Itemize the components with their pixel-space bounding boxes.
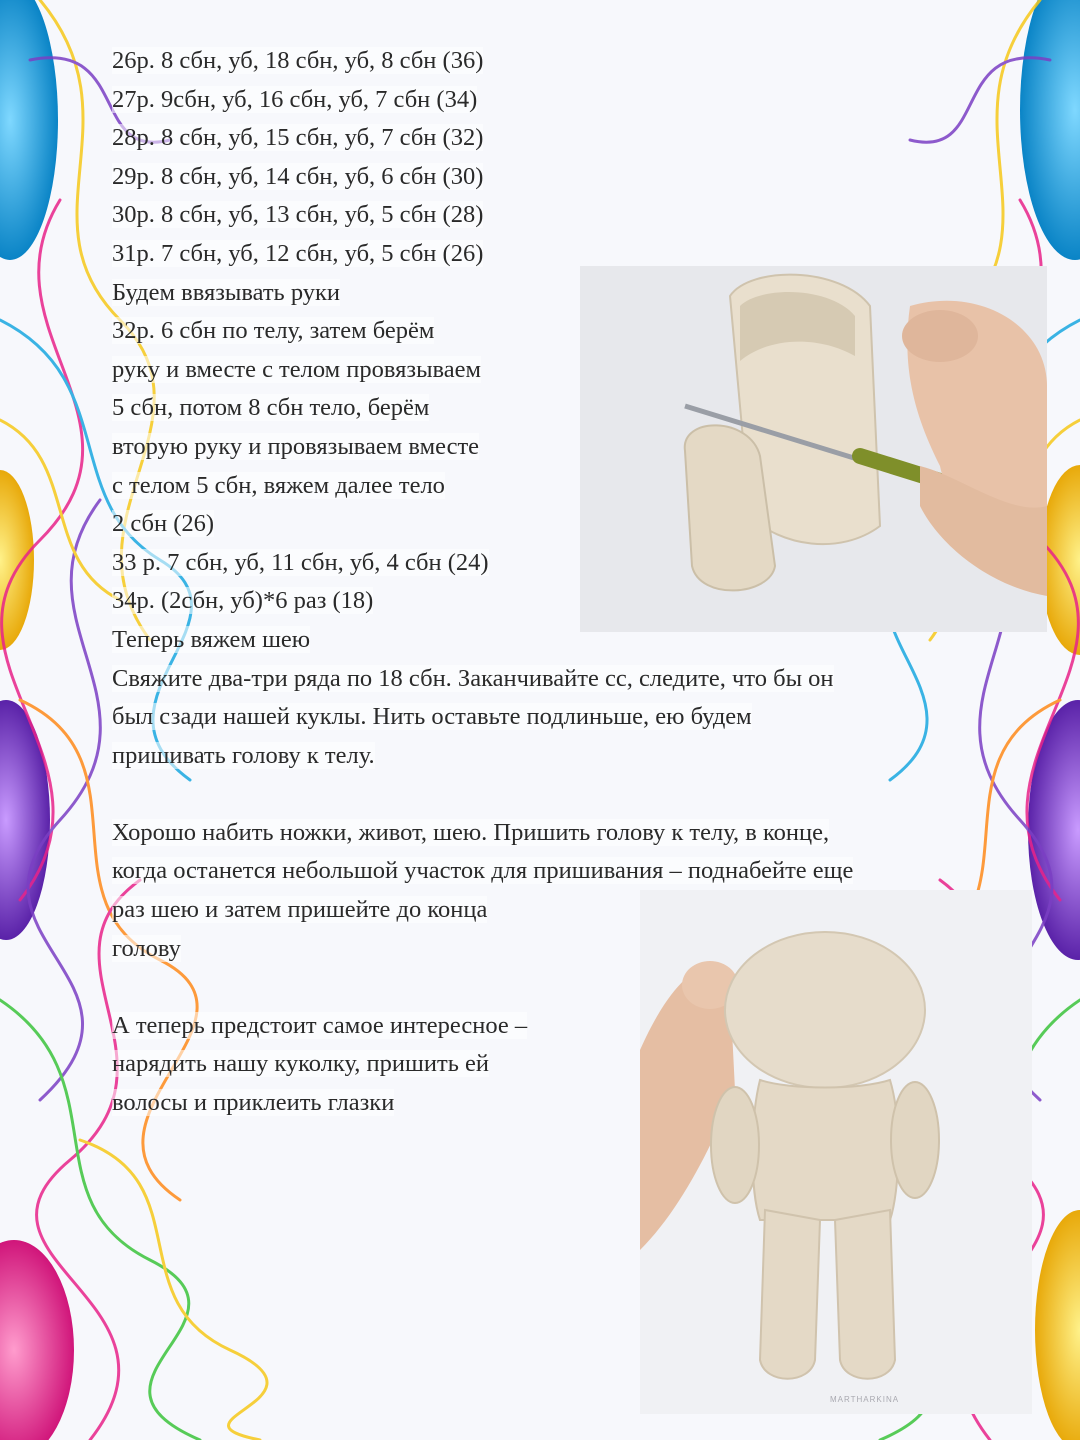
text-line: 2 сбн (26) xyxy=(112,510,215,538)
text-line: волосы и приклеить глазки xyxy=(112,1089,395,1117)
text-line: нарядить нашу куколку, пришить ей xyxy=(112,1050,489,1078)
text-line: вторую руку и провязываем вместе xyxy=(112,432,480,460)
photo-finished-doll xyxy=(640,890,1032,1414)
paragraph-gap xyxy=(112,775,1012,814)
text-line: 33 р. 7 сбн, уб, 11 сбн, уб, 4 сбн (24) xyxy=(112,548,489,576)
text-line: был сзади нашей куклы. Нить оставьте подлиньше, ею будем xyxy=(112,703,752,731)
text-line: 29р. 8 сбн, уб, 14 сбн, уб, 6 сбн (30) xyxy=(112,162,484,190)
watermark: MARTHARKINA xyxy=(830,1395,900,1404)
text-line: 31р. 7 сбн, уб, 12 сбн, уб, 5 сбн (26) xyxy=(112,239,484,267)
text-line: 5 сбн, потом 8 сбн тело, берём xyxy=(112,394,430,422)
text-line: раз шею и затем пришейте до конца xyxy=(112,896,488,924)
text-line: 26р. 8 сбн, уб, 18 сбн, уб, 8 сбн (36) xyxy=(112,47,484,74)
text-line: с телом 5 сбн, вяжем далее тело xyxy=(112,471,445,499)
text-line: 28р. 8 сбн, уб, 15 сбн, уб, 7 сбн (32) xyxy=(112,124,484,152)
text-line: А теперь предстоит самое интересное – xyxy=(112,1011,528,1039)
text-line: 34р. (2сбн, уб)*6 раз (18) xyxy=(112,587,374,615)
text-line: руку и вместе с телом провязываем xyxy=(112,355,482,383)
text-line: 32р. 6 сбн по телу, затем берём xyxy=(112,317,435,345)
text-line: Будем ввязывать руки xyxy=(112,278,341,306)
text-line: 30р. 8 сбн, уб, 13 сбн, уб, 5 сбн (28) xyxy=(112,201,484,229)
text-line: когда останется небольшой участок для пришивания – поднабейте еще xyxy=(112,857,854,885)
text-line: голову xyxy=(112,934,181,962)
text-line: Теперь вяжем шею xyxy=(112,625,311,653)
text-line: Хорошо набить ножки, живот, шею. Пришить голову к телу, в конце, xyxy=(112,818,830,846)
text-line: 27р. 9сбн, уб, 16 сбн, уб, 7 сбн (34) xyxy=(112,85,478,113)
photo-attaching-arm xyxy=(580,266,1047,632)
text-line: Свяжите два-три ряда по 18 сбн. Заканчивайте сс, следите, что бы он xyxy=(112,664,834,692)
text-line: пришивать голову к телу. xyxy=(112,741,375,769)
